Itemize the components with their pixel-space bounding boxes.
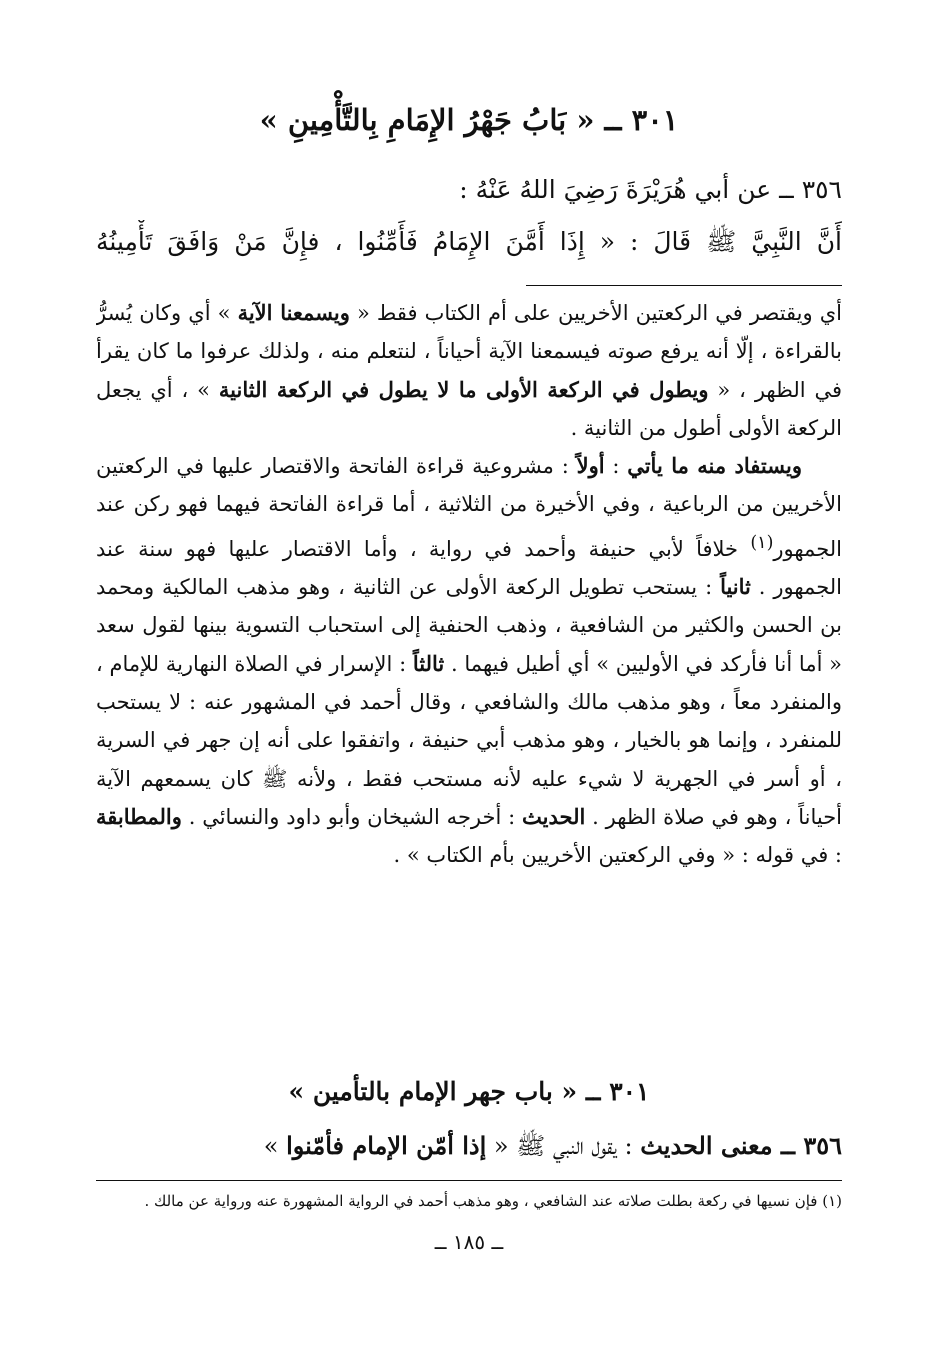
commentary-bold-phrase: الحديث xyxy=(522,803,586,829)
hadith-text: أَنَّ النَّبِيَّ ﷺ قَالَ : « إِذَا أَمَّنَ الإِمَامُ فَأَمِّنُوا ، فإِنَّ مَنْ وَافَقَ تَأْمِينُهُ xyxy=(96,227,842,256)
commentary-text: : يستحب تطويل الركعة الأولى عن الثانية ، وهو مذهب المالكية ومحمد بن الحسن والكثير من الشافعية ، وذهب الحنفية إلى استحباب التسوية بينها لقول سعد « أما أنا فأركد في الأوليين » أي أطيل فيهما . xyxy=(96,575,842,676)
footnote: (١) فإن نسيها في ركعة بطلت صلاته عند الشافعي ، وهو مذهب أحمد في الرواية المشهورة عنه ورواية عن مالك . xyxy=(144,1192,842,1210)
commentary-text: : xyxy=(604,454,628,479)
commentary-paragraph xyxy=(96,294,842,447)
hadith-separator-line xyxy=(526,285,842,286)
commentary-text: أي ويقتصر في الركعتين الأخريين على أم الكتاب فقط « xyxy=(349,301,842,325)
footnote-reference: (١) xyxy=(750,532,774,553)
commentary-bold-phrase: والمطابقة xyxy=(96,803,182,829)
meaning-text: : يقول النبي ﷺ « xyxy=(486,1132,641,1160)
commentary-text: : في قوله : « وفي الركعتين الأخريين بأم الكتاب » . xyxy=(393,843,842,868)
meaning-quote: إذا أمّن الإمام فأمّنوا xyxy=(286,1131,487,1160)
commentary-bold-phrase: ثانياً xyxy=(720,574,751,600)
commentary-text: » ، أي يجعل الركعة الأولى أطول من الثانية . xyxy=(96,377,842,440)
commentary-bold-phrase: ويستفاد منه ما يأتي xyxy=(627,453,802,479)
commentary-text: » أي وكان يُسرُّ بالقراءة ، إلّا أنه يرفع صوته فيسمعنا الآية أحياناً ، لنتعلم منه ، ولذلك عرفوا ما كان يقرأ في الظهر ، « xyxy=(96,301,842,402)
commentary-bold-phrase: ثالثاً xyxy=(412,650,445,676)
commentary-paragraph xyxy=(96,447,842,874)
commentary xyxy=(96,294,842,1064)
section-title: ٣٠١ ــ « باب جهر الإمام بالتأمين » xyxy=(288,1077,650,1106)
commentary-text: : الإسرار في الصلاة النهارية للإمام ، والمنفرد معاً ، وهو مذهب مالك والشافعي ، وقال أحمد في المشهور عنه : لا يستحب للمنفرد ، وإنما هو بالخيار ، وهو مذهب أبي حنيفة ، واتفقوا على أنه إن جهر في السرية ، أو أسر في الجهرية لا شيء عليه لأنه مستحب فقط ، ولأنه ﷺ كان يسمعهم الآية أحياناً ، وهو في صلاة الظهر . xyxy=(96,651,842,829)
commentary-bold-phrase: ويسمعنا الآية xyxy=(237,300,350,325)
meaning-label: ٣٥٦ ــ معنى الحديث xyxy=(640,1131,842,1160)
footnote-separator-line xyxy=(96,1180,842,1181)
commentary-text: : أخرجه الشيخان وأبو داود والنسائي . xyxy=(181,804,523,829)
commentary-text: خلافاً لأبي حنيفة وأحمد في رواية ، وأما الاقتصار عليها فهو سنة عند الجمهور . xyxy=(96,536,842,600)
commentary-bold-phrase: ويطول في الركعة الأولى ما لا يطول في الركعة الثانية xyxy=(218,376,709,402)
meaning-close: » xyxy=(263,1132,287,1160)
hadith-meaning-line xyxy=(96,1126,842,1166)
chapter-title: ٣٠١ ــ « بَابُ جَهْرُ الإِمَامِ بِالتَّأْمِينِ » xyxy=(259,103,679,137)
commentary-bold-phrase: أولاً xyxy=(576,453,605,479)
hadith-intro: ٣٥٦ ــ عن أبي هُرَيْرَةَ رَضِيَ اللهُ عَنْهُ : xyxy=(459,175,842,204)
commentary-text: : مشروعية قراءة الفاتحة والاقتصار عليها في الركعتين الأخريين من الرباعية ، وفي الأخيرة من الثلاثية ، أما قراءة الفاتحة فيهما فهو ركن عند الجمهور xyxy=(96,454,842,561)
page-number: ــ ١٨٥ ــ xyxy=(434,1230,504,1254)
